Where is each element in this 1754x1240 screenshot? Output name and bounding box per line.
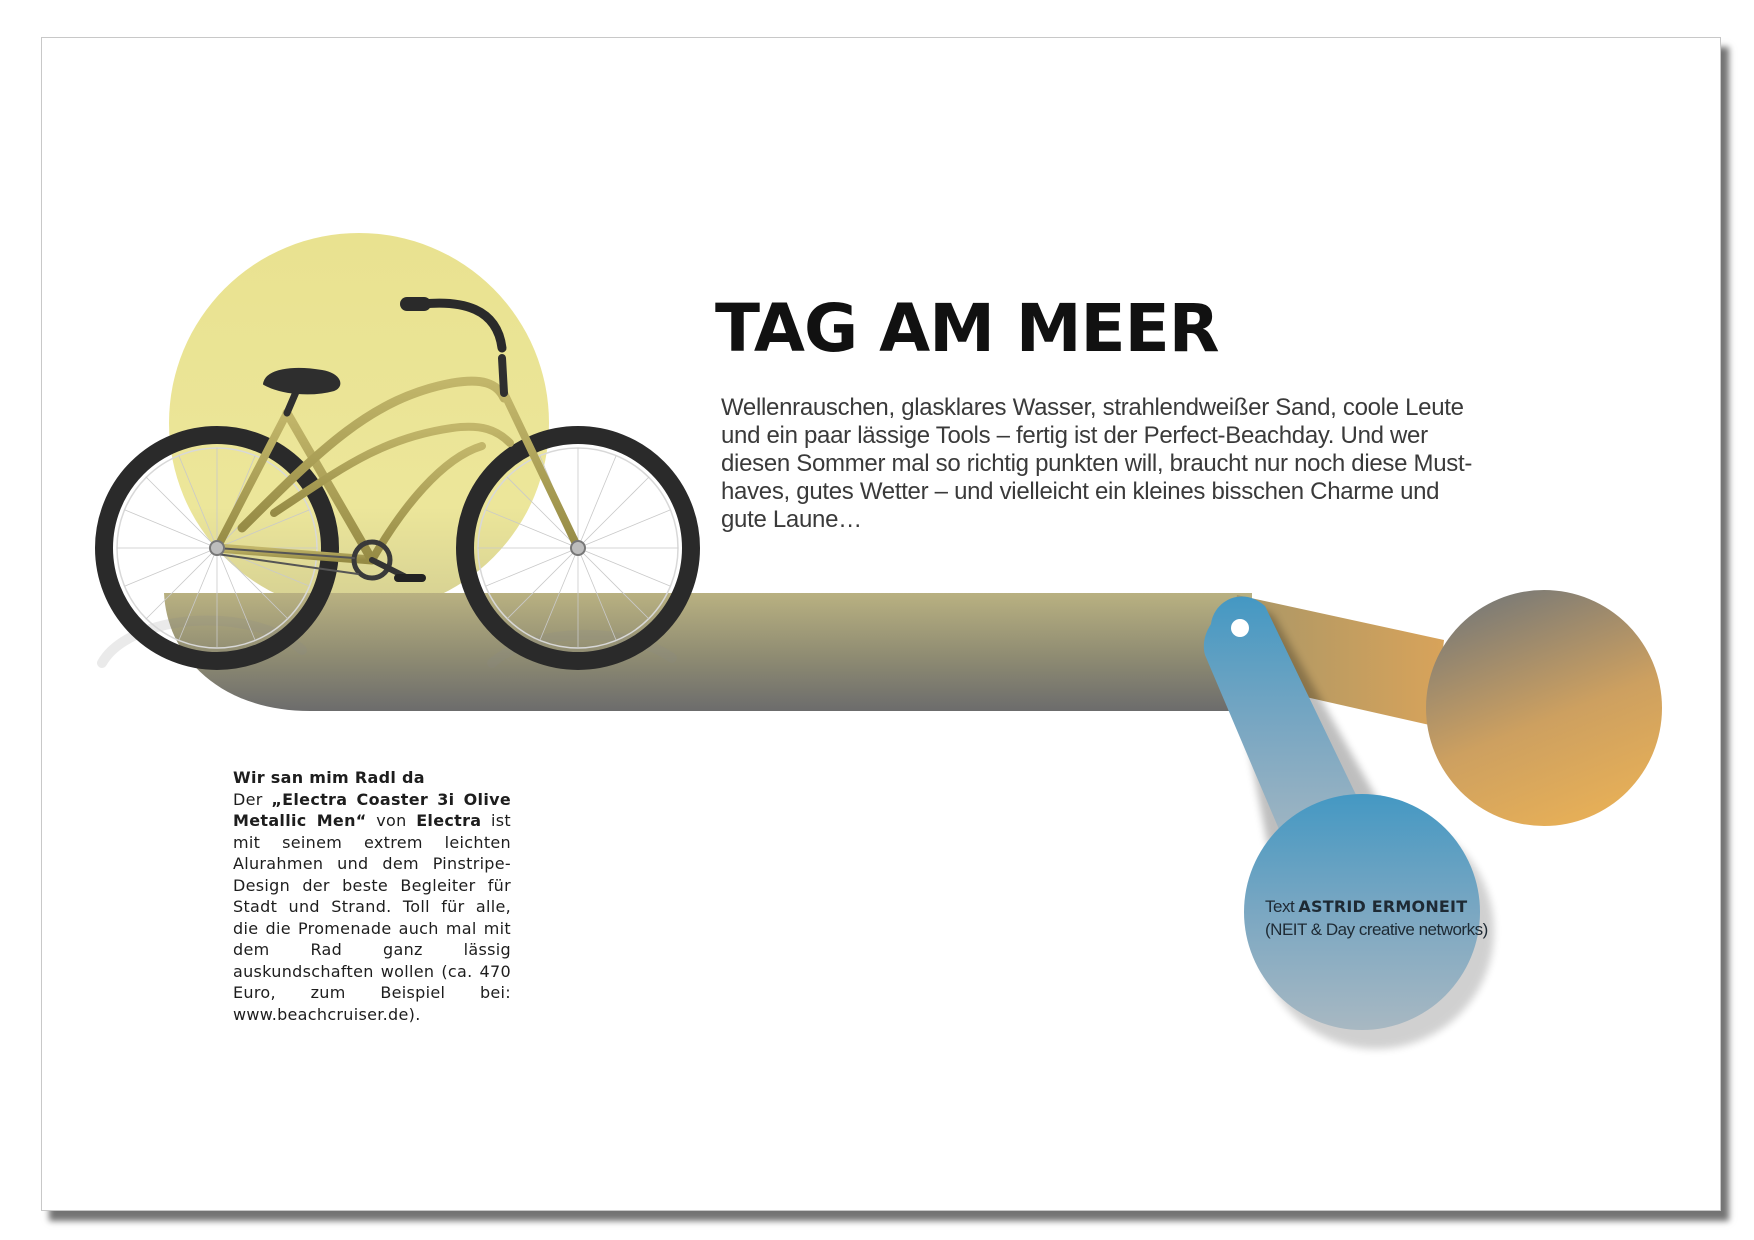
- author-credit: [1265, 895, 1505, 941]
- caption-prefix: Der: [233, 789, 272, 809]
- product-caption: [233, 767, 511, 1025]
- article-title: TAG AM MEER: [715, 290, 1219, 367]
- caption-product-name: „Electra Coaster 3i Olive Metallic Men“: [233, 789, 511, 830]
- horizontal-bar: [164, 593, 1252, 711]
- caption-heading: Wir san mim Radl da: [233, 768, 425, 787]
- magazine-page: [41, 37, 1721, 1211]
- caption-connector: von: [366, 811, 417, 830]
- credit-label: Text: [1265, 897, 1299, 916]
- article-intro: Wellenrauschen, glasklares Wasser, strahlendweißer Sand, coole Leute und ein paar lässige Tools – fertig ist der Perfect-Beachday. Und wer diesen Sommer mal so richtig punkten will, braucht nur noch diese Must-haves, gutes Wetter – und vielleicht ein kleines bisschen Charme und gute Laune…: [721, 394, 1473, 533]
- caption-brand: Electra: [416, 811, 482, 830]
- orange-circle: [1426, 590, 1662, 826]
- illustration: [42, 38, 1720, 1210]
- tag-hole: [1231, 619, 1249, 637]
- credit-author: ASTRID ERMONEIT: [1298, 897, 1468, 916]
- caption-body: ist mit seinem extrem leichten Alurahmen und dem Pinstripe-Design der beste Begleiter für Stadt und Strand. Toll für alle, die die Promenade auch mal mit dem Rad ganz lässig auskundschaften wollen (ca. 470 Euro, zum Beispiel bei: www.beachcruiser.de).: [233, 811, 511, 1024]
- credit-agency: (NEIT & Day creative networks): [1265, 920, 1488, 939]
